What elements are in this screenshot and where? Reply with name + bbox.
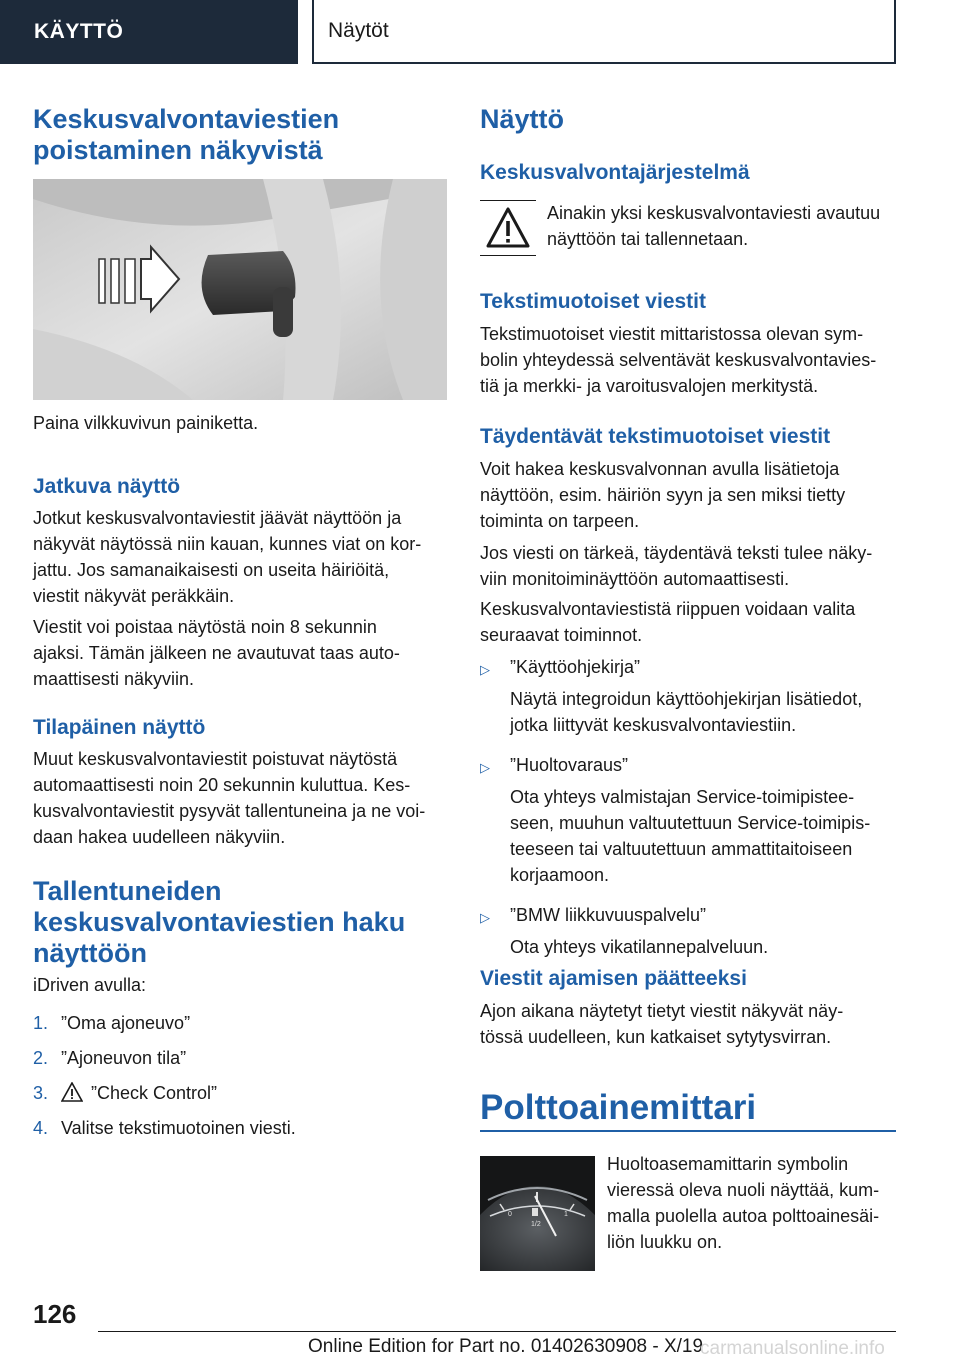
list-item [480, 752, 900, 888]
text-line: seen, muuhun valtuutettuun Service-toimipis‐ [510, 813, 871, 833]
text-messages-paragraph [480, 321, 876, 399]
text-line: korjaamoon. [510, 865, 610, 885]
fuel-gauge-heading: Polttoainemittari [480, 1088, 757, 1127]
text-line: toiminta on tarpeen. [480, 511, 640, 531]
text-line: Ajon aikana näytetyt tietyt viestit näkyvät näy‐ [480, 1001, 844, 1021]
text-line: ajaksi. Tämän jälkeen ne avautuvat taas auto‐ [33, 643, 400, 663]
continuous-display-heading: Jatkuva näyttö [33, 475, 181, 498]
text-line: tössä uudelleen, kun katkaiset sytytysvirran. [480, 1027, 832, 1047]
triangle-bullet-icon: ▷ [480, 910, 490, 925]
text-line: bolin yhteydessä selventävät keskusvalvontavies‐ [480, 350, 877, 370]
step-number: 1. [33, 1013, 49, 1033]
step-number: 3. [33, 1083, 49, 1103]
left-title-line: Keskusvalvontaviestien [33, 104, 340, 134]
step-number: 2. [33, 1048, 49, 1068]
option-description [510, 934, 900, 960]
check-control-heading: Keskusvalvontajärjestelmä [480, 161, 750, 184]
warning-triangle-icon [480, 200, 536, 256]
list-item [33, 1045, 447, 1080]
left-title [33, 104, 339, 166]
text-line: näkyvät näytössä niin kauan, kunnes viat on kor‐ [33, 534, 422, 554]
lever-caption: Paina vilkkuvivun painiketta. [33, 413, 259, 433]
options-list [480, 654, 900, 960]
text-line: tiä ja merkki- ja varoitusvalojen merkitystä. [480, 376, 819, 396]
list-item [480, 902, 900, 960]
step-text: ”Oma ajoneuvo” [61, 1013, 191, 1033]
gauge-label-empty: 0 [508, 1211, 512, 1218]
chapter-tab [312, 0, 896, 64]
text-line: liön luukku on. [607, 1232, 723, 1252]
temporary-display-heading: Tilapäinen näyttö [33, 716, 206, 739]
text-line: jattu. Jos samanaikaisesti on useita häiriöitä, [33, 560, 390, 580]
fuel-gauge-paragraph [607, 1151, 879, 1255]
gauge-label-half: 1/2 [531, 1221, 541, 1228]
supplementary-messages-heading: Täydentävät tekstimuotoiset viestit [480, 425, 831, 448]
heading-rule [480, 1130, 896, 1132]
text-line: näyttöön, esim. häiriön syyn ja sen miksi tietty [480, 485, 846, 505]
text-line: Ota yhteys vikatilannepalveluun. [510, 937, 769, 957]
text-line: daan hakea uudelleen näkyviin. [33, 827, 286, 847]
text-line: näyttöön tai tallennetaan. [547, 229, 749, 249]
step-number: 4. [33, 1118, 49, 1138]
triangle-bullet-icon: ▷ [480, 760, 490, 775]
text-line: jotka liittyvät keskusvalvontaviestiin. [510, 715, 797, 735]
text-line: Jotkut keskusvalvontaviestit jäävät näyttöön ja [33, 508, 402, 528]
step-text: ”Check Control” [91, 1083, 218, 1103]
text-line: Voit hakea keskusvalvonnan avulla lisätietoja [480, 459, 840, 479]
supplementary-paragraph [480, 540, 872, 592]
text-line: kusvalvontaviestit pysyvät tallentuneina ja ne voi‐ [33, 801, 426, 821]
text-messages-heading: Tekstimuotoiset viestit [480, 290, 706, 313]
text-line: maattisesti näkyviin. [33, 669, 195, 689]
heading-line: näyttöön [33, 938, 147, 968]
end-of-drive-heading: Viestit ajamisen päätteeksi [480, 967, 747, 990]
section-title: KÄYTTÖ [34, 20, 124, 43]
text-line: viestit näkyvät peräkkäin. [33, 586, 235, 606]
text-line: automaattisesti noin 20 sekunnin kuluttua. Kes‐ [33, 775, 411, 795]
footer-rule [98, 1331, 896, 1332]
temporary-display-paragraph [33, 746, 425, 850]
watermark: carmanualsonline.info [700, 1338, 885, 1359]
page-number: 126 [33, 1299, 77, 1329]
list-item [33, 1010, 447, 1045]
supplementary-paragraph [480, 596, 855, 648]
option-description [510, 686, 900, 738]
text-line: seuraavat toiminnot. [480, 625, 643, 645]
step-text: Valitse tekstimuotoinen viesti. [61, 1118, 296, 1138]
heading-line: keskusvalvontaviestien haku [33, 907, 406, 937]
text-line: vieressä oleva nuoli näyttää, kum‐ [607, 1180, 880, 1200]
list-item [33, 1080, 447, 1115]
step-text: ”Ajoneuvon tila” [61, 1048, 187, 1068]
edition-note: Online Edition for Part no. 01402630908 - X/19 [308, 1336, 704, 1357]
list-item [33, 1115, 447, 1150]
check-control-warning-text [547, 200, 880, 252]
heading-line: Tallentuneiden [33, 876, 222, 906]
stored-intro: iDriven avulla: [33, 975, 147, 995]
continuous-display-paragraph [33, 614, 400, 692]
display-heading: Näyttö [480, 104, 565, 134]
text-line: Tekstimuotoiset viestit mittaristossa olevan sym‐ [480, 324, 864, 344]
text-line: malla puolella autoa polttoainesäi‐ [607, 1206, 880, 1226]
text-line: Näytä integroidun käyttöohjekirjan lisätiedot, [510, 689, 863, 709]
text-line: Ota yhteys valmistajan Service-toimipistee‐ [510, 787, 855, 807]
text-line: Muut keskusvalvontaviestit poistuvat näytöstä [33, 749, 398, 769]
turn-signal-lever-illustration [33, 179, 447, 400]
text-line: Viestit voi poistaa näytöstä noin 8 sekunnin [33, 617, 377, 637]
continuous-display-paragraph [33, 505, 421, 609]
text-line: Huoltoasemamittarin symbolin [607, 1154, 849, 1174]
stored-messages-heading [33, 876, 405, 969]
gauge-label-full: 1 [564, 1211, 568, 1218]
chapter-title: Näytöt [328, 19, 389, 42]
text-line: viin monitoiminäyttöön automaattisesti. [480, 569, 790, 589]
option-description [510, 784, 900, 888]
section-tab [0, 0, 298, 64]
option-title: ”BMW liikkuvuuspalvelu” [510, 905, 707, 925]
option-title: ”Käyttöohjekirja” [510, 657, 641, 677]
triangle-bullet-icon: ▷ [480, 662, 490, 677]
left-title-line: poistaminen näkyvistä [33, 135, 323, 165]
list-item [480, 654, 900, 738]
option-title: ”Huoltovaraus” [510, 755, 629, 775]
text-line: teeseen tai valtuutettuun ammattitaitoiseen [510, 839, 853, 859]
lever-image [33, 179, 447, 400]
text-line: Jos viesti on tärkeä, täydentävä teksti tulee näky‐ [480, 543, 873, 563]
supplementary-paragraph [480, 456, 845, 534]
text-line: Ainakin yksi keskusvalvontaviesti avautuu [547, 203, 881, 223]
fuel-gauge-illustration [480, 1156, 595, 1271]
end-of-drive-paragraph [480, 998, 843, 1050]
warning-triangle-icon [61, 1082, 83, 1109]
text-line: Keskusvalvontaviestistä riippuen voidaan valita [480, 599, 856, 619]
steps-list [33, 1010, 447, 1150]
